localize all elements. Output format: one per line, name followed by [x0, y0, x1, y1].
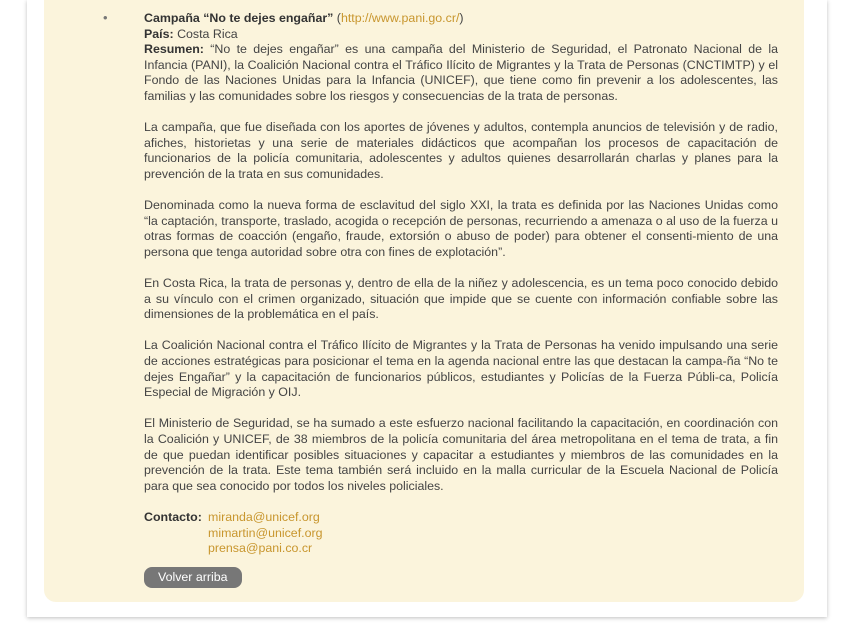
country-value: Costa Rica: [173, 26, 238, 41]
link-close-paren: ): [459, 11, 464, 25]
contact-label: Contacto:: [144, 510, 202, 524]
country-label: País:: [144, 26, 174, 41]
body-paragraph-5: El Ministerio de Seguridad, se ha sumado a este esfuerzo nacional facilitando la capacitación, en coordinación con la Coalición y UNICEF, de 38 miembros de la policía comunitaria del área metropolitana en el tema de trata, a fin de que puedan identificar posibles situaciones y capacitar a estudiantes y miembros de las comunidades en la prevención de la trata. Este tema también será incluido en la malla curricular de la Escuela Nacional de Policía para que sea conocido por todos los niveles policiales.: [144, 416, 778, 493]
campaign-title: Campaña “No te dejes engañar”: [144, 11, 334, 25]
body-paragraph-1: La campaña, que fue diseñada con los aportes de jóvenes y adultos, contempla anuncios de televisión y de radio, afiches, historietas y una serie de materiales didácticos que acompañan los procesos de capacitación de funcionarios de la policía comunitaria, adolescentes y adultos quienes desarrollarán charlas y planes para la prevención de la trata en sus comunidades.: [144, 120, 778, 181]
campaign-entry: [144, 11, 778, 588]
email-link[interactable]: miranda@unicef.org: [208, 510, 320, 524]
summary-paragraph: [144, 42, 778, 104]
summary-label: Resumen:: [144, 42, 204, 57]
list-bullet: •: [103, 10, 108, 25]
contact-emails: [208, 510, 323, 557]
back-to-top-button[interactable]: Volver arriba: [144, 567, 242, 588]
content-panel: [44, 0, 804, 602]
country-line: [144, 27, 778, 43]
campaign-link[interactable]: http://www.pani.go.cr/: [340, 11, 460, 25]
contact-block: [144, 510, 778, 557]
campaign-heading: [144, 11, 778, 27]
body-paragraph-3: En Costa Rica, la trata de personas y, dentro de ella de la niñez y adolescencia, es un tema poco conocido debido a su vínculo con el crimen organizado, situación que impide que se cuente con información confiable sobre las dimensiones de la problemática en el país.: [144, 276, 778, 322]
page-container: [27, 0, 827, 617]
summary-text: “No te dejes engañar” es una campaña del Ministerio de Seguridad, el Patronato Nacional de la Infancia (PANI), la Coalición Nacional contra el Tráfico Ilícito de Migrantes y la Trata de Personas (CNCTIMTP) y el Fondo de las Naciones Unidas para la Infancia (UNICEF), que tiene como fin prevenir a los adolescentes, las familias y las comunidades sobre los riesgos y consecuencias de la trata de personas.: [144, 42, 778, 103]
email-link[interactable]: mimartin@unicef.org: [208, 525, 323, 540]
link-open-paren: (: [333, 11, 341, 25]
body-paragraph-4: La Coalición Nacional contra el Tráfico Ilícito de Migrantes y la Trata de Personas ha venido impulsando una serie de acciones estratégicas para posicionar el tema en la agenda nacional entre las que destacan la campa-ña “No te dejes Engañar” y la capacitación de funcionarios públicos, estudiantes y Policías de la Fuerza Públi-ca, Policía Especial de Migración y OIJ.: [144, 338, 778, 400]
body-paragraph-2: Denominada como la nueva forma de esclavitud del siglo XXI, la trata es definida por las Naciones Unidas como “la captación, transporte, traslado, acogida o recepción de personas, recurriendo a amenaza o al uso de la fuerza u otras formas de coacción (engaño, fraude, extorsión o abuso de poder) para obtener el consenti-miento de una persona que tenga autoridad sobre otra con fines de explotación”.: [144, 198, 778, 259]
email-link[interactable]: prensa@pani.co.cr: [208, 541, 313, 556]
